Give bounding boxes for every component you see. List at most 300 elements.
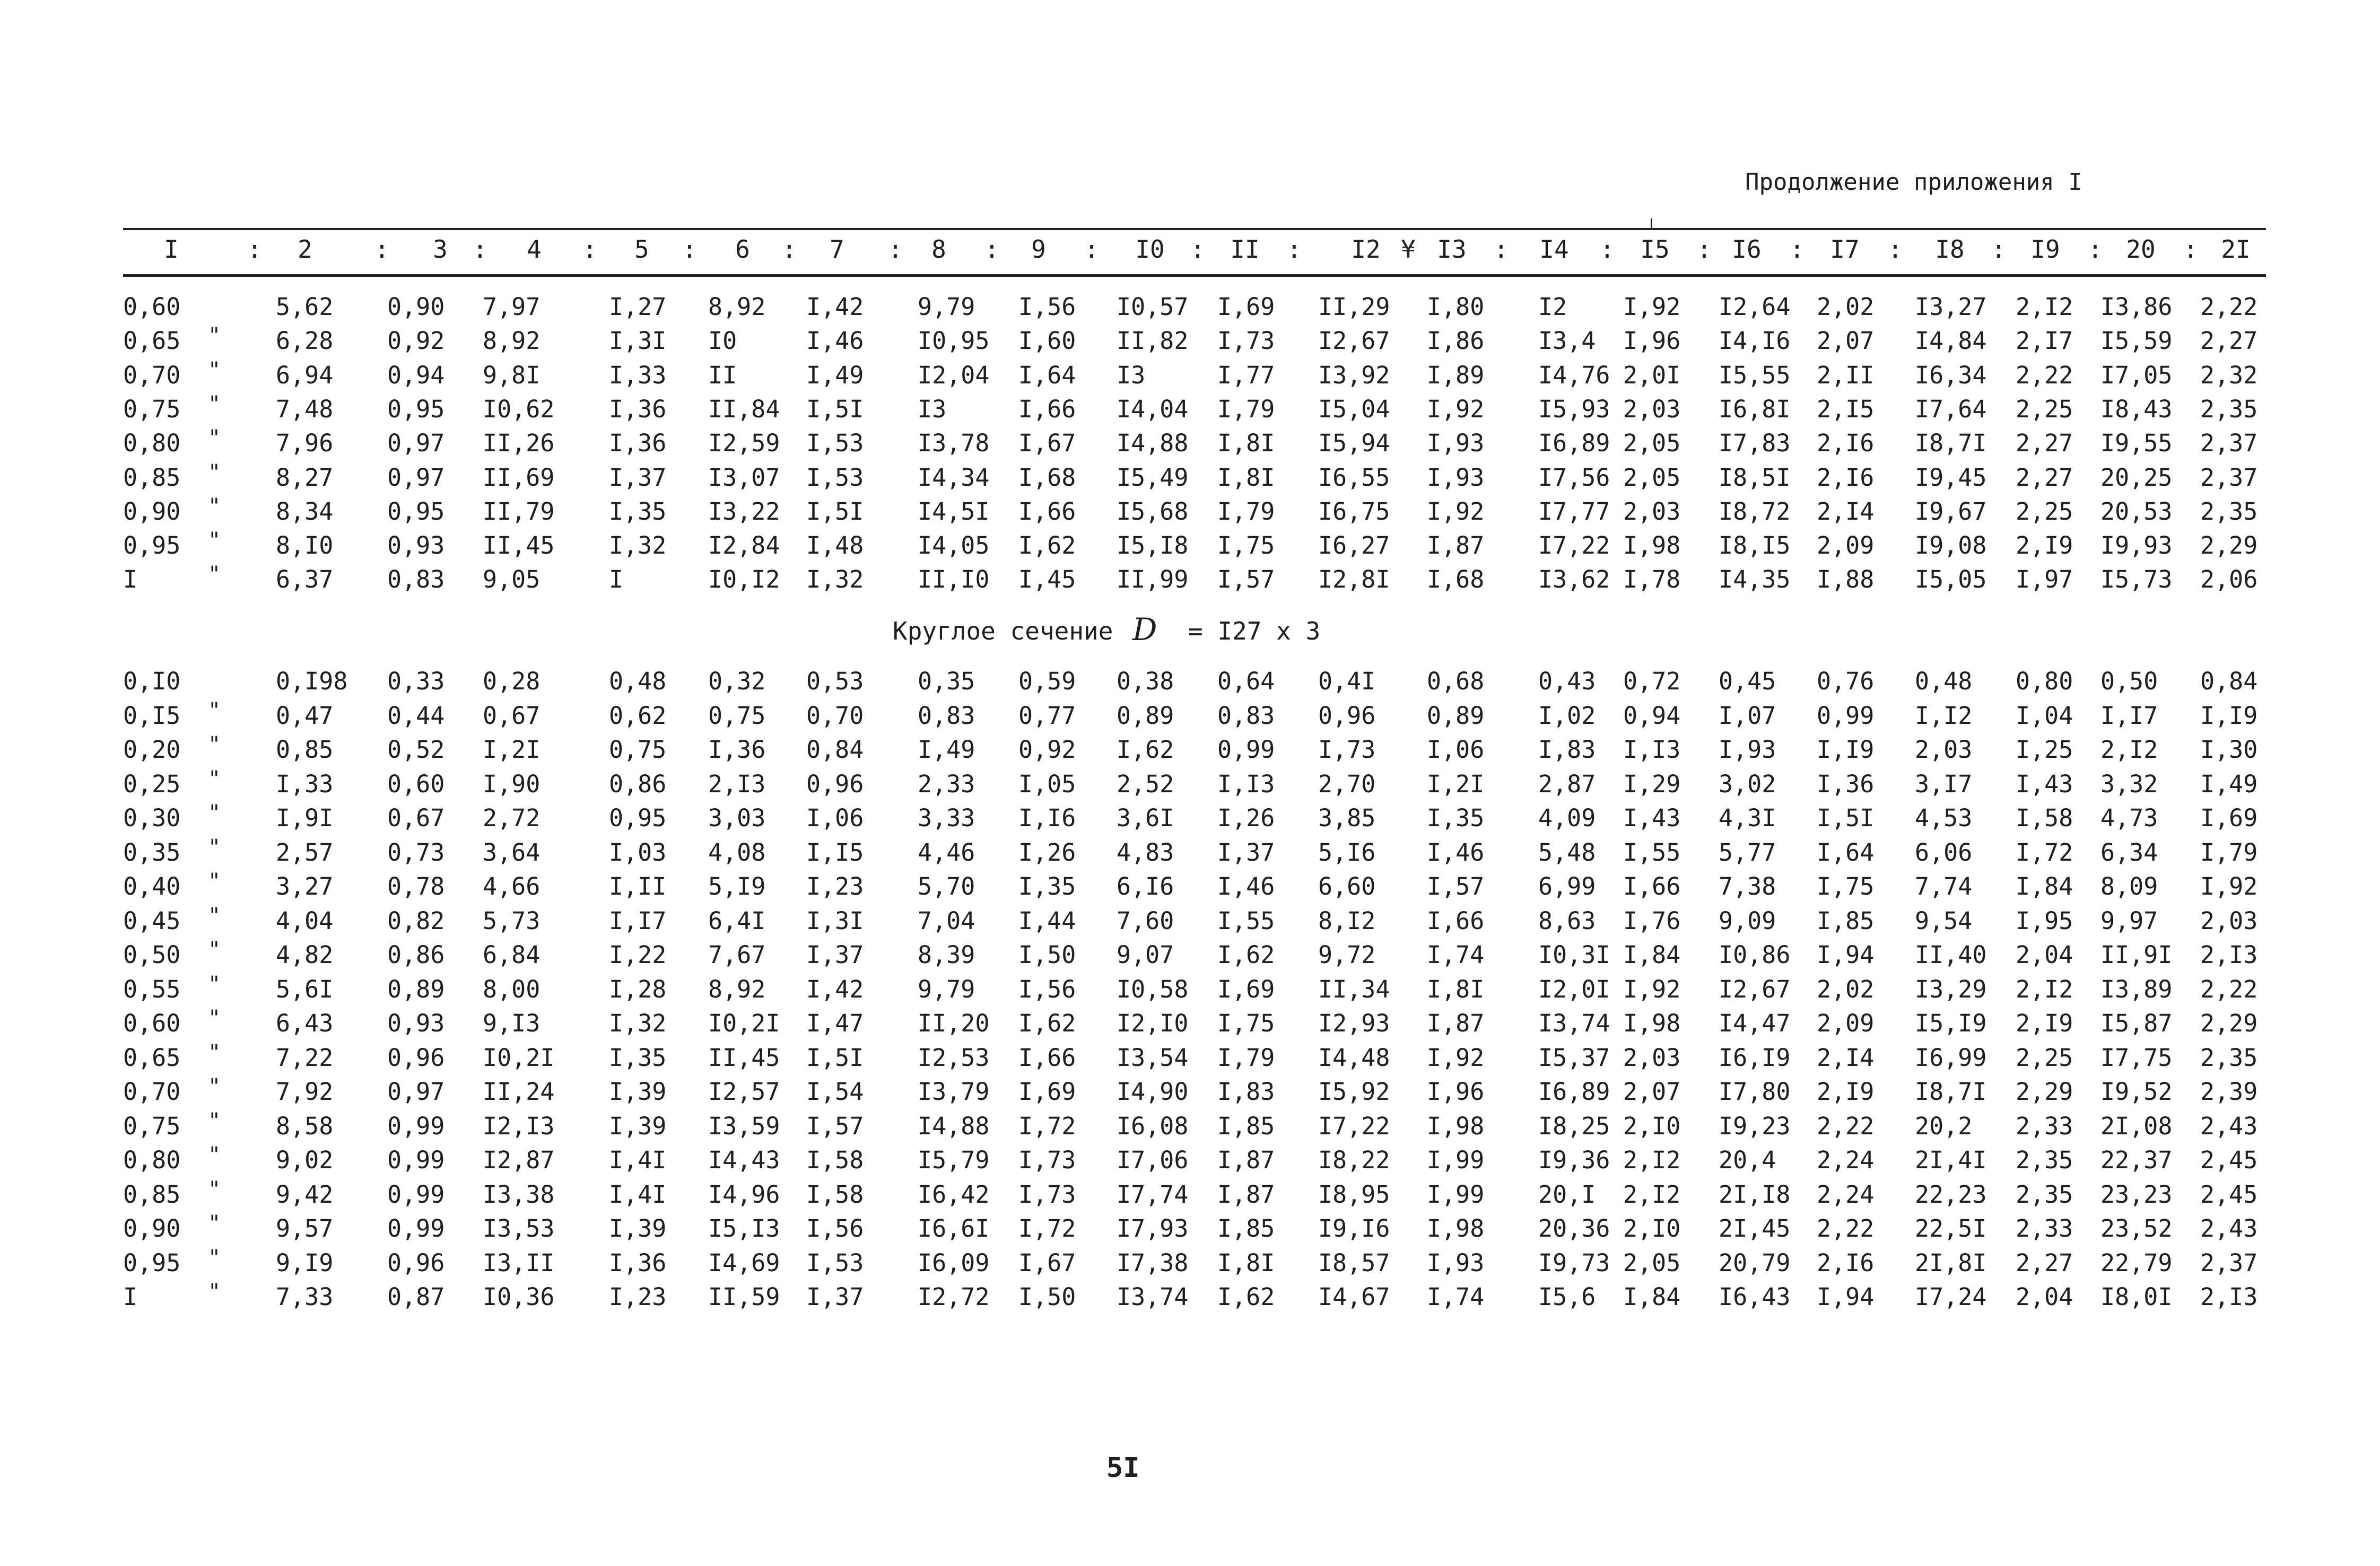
table-cell: I3,78 (918, 429, 990, 458)
table-row (0, 698, 2380, 733)
table-cell: I,93 (1427, 1248, 1485, 1277)
table-cell: 9,I3 (483, 1009, 540, 1037)
table-cell: I,2I (483, 736, 540, 764)
table-cell: 2,I0 (1623, 1214, 1681, 1243)
table-cell: 2,03 (1623, 497, 1681, 526)
table-cell: I,73 (1318, 736, 1376, 764)
table-cell: I4,84 (1915, 327, 1987, 355)
table-cell: I,22 (609, 941, 667, 969)
table-cell: 22,5I (1915, 1214, 1987, 1243)
column-separator: : (782, 235, 797, 264)
table-cell: I,43 (2016, 769, 2073, 798)
table-cell: 6,37 (276, 565, 334, 594)
table-cell: 0,75 (708, 701, 766, 730)
table-cell: I,33 (276, 769, 334, 798)
table-cell: I,36 (708, 736, 766, 764)
table-cell: 0,77 (1018, 701, 1076, 730)
table-cell: I4,04 (1117, 395, 1189, 423)
table-cell: 0,75 (123, 1112, 181, 1140)
table-cell: I7,93 (1117, 1214, 1189, 1243)
table-cell: 0,90 (387, 293, 445, 321)
table-cell: 0,99 (1217, 736, 1275, 764)
table-cell: 2,22 (2016, 361, 2073, 389)
table-cell: 8,92 (708, 293, 766, 321)
table-cell: 20,36 (1538, 1214, 1610, 1243)
table-cell: I,56 (806, 1214, 864, 1243)
table-cell: 0,48 (1915, 667, 1973, 695)
column-header-9: 9 (1031, 235, 1046, 264)
table-cell: I,94 (1817, 1283, 1875, 1311)
table-cell: 0,97 (387, 463, 445, 492)
table-cell: I,89 (1427, 361, 1485, 389)
table-cell: I,39 (609, 1214, 667, 1243)
table-cell: I6,08 (1117, 1112, 1189, 1140)
table-cell: 0,75 (123, 395, 181, 423)
table-cell: I,87 (1217, 1146, 1275, 1174)
table-cell: I9,I6 (1318, 1214, 1390, 1243)
table-cell: I,3I (609, 327, 667, 355)
table-cell: I,23 (609, 1283, 667, 1311)
table-cell: I,25 (2016, 736, 2073, 764)
table-cell: I,5I (806, 497, 864, 526)
table-cell: I,37 (806, 941, 864, 969)
table-cell: 2,33 (2016, 1112, 2073, 1140)
table-cell: 2,27 (2200, 327, 2258, 355)
table-cell: I,76 (1623, 906, 1681, 935)
table-cell: 0,96 (387, 1043, 445, 1072)
table-cell: I,35 (1427, 804, 1485, 832)
table-cell: 0,80 (123, 1146, 181, 1174)
table-cell: I,92 (1427, 497, 1485, 526)
table-cell: 3,I7 (1915, 769, 1973, 798)
table-cell: I9,52 (2100, 1078, 2173, 1106)
table-row (0, 1211, 2380, 1246)
table-cell: I,33 (609, 361, 667, 389)
table-cell: 2,87 (1538, 769, 1596, 798)
table-cell: 0,44 (387, 701, 445, 730)
table-cell: I,93 (1719, 736, 1776, 764)
table-cell: 0,60 (123, 1009, 181, 1037)
table-cell: I,8I (1217, 1248, 1275, 1277)
table-cell: I,99 (1427, 1146, 1485, 1174)
table-cell: I3,38 (483, 1180, 555, 1209)
table-cell: 0,80 (2016, 667, 2073, 695)
table-cell: I2,59 (708, 429, 780, 458)
table-cell: I,69 (2200, 804, 2258, 832)
table-cell: I2,I0 (1117, 1009, 1189, 1037)
table-cell: 20,I (1538, 1180, 1596, 1209)
table-cell: 2,45 (2200, 1146, 2258, 1174)
table-row (0, 528, 2380, 563)
column-header-5: 5 (634, 235, 649, 264)
table-cell: 2,04 (2016, 941, 2073, 969)
table-cell: I9,23 (1719, 1112, 1791, 1140)
table-cell: 22,37 (2100, 1146, 2173, 1174)
table-cell: 5,70 (918, 872, 975, 900)
table-cell: I5,73 (2100, 565, 2173, 594)
table-cell: 9,72 (1318, 941, 1376, 969)
table-cell: 2,I6 (1817, 1248, 1875, 1277)
table-cell: I5,49 (1117, 463, 1189, 492)
table-cell: 6,60 (1318, 872, 1376, 900)
table-cell: I,06 (1427, 736, 1485, 764)
table-cell: I,5I (1817, 804, 1875, 832)
table-cell: 0,64 (1217, 667, 1275, 695)
column-separator: : (1600, 235, 1615, 264)
table-cell: I,79 (1217, 497, 1275, 526)
table-cell: 2,35 (2016, 1180, 2073, 1209)
ditto-mark: " (208, 698, 221, 723)
table-cell: 0,93 (387, 531, 445, 560)
table-cell: 0,95 (387, 497, 445, 526)
table-cell: I8,0I (2100, 1283, 2173, 1311)
table-cell: I,96 (1623, 327, 1681, 355)
column-separator: : (374, 235, 389, 264)
table-cell: I4,34 (918, 463, 990, 492)
table-cell: 0,83 (1217, 701, 1275, 730)
ditto-mark: " (208, 1280, 221, 1304)
table-cell: I6,43 (1719, 1283, 1791, 1311)
table-cell: 3,03 (708, 804, 766, 832)
table-cell: 4,04 (276, 906, 334, 935)
table-cell: I3,89 (2100, 975, 2173, 1003)
table-cell: I4,48 (1318, 1043, 1390, 1072)
table-cell: 0,90 (123, 1214, 181, 1243)
table-cell: I7,83 (1719, 429, 1791, 458)
table-cell: 2,24 (1817, 1146, 1875, 1174)
section-title: Круглое сечение (893, 617, 1113, 645)
table-cell: I,44 (1018, 906, 1076, 935)
table-cell: 0,65 (123, 327, 181, 355)
table-cell: I,73 (1018, 1146, 1076, 1174)
table-cell: I4,88 (918, 1112, 990, 1140)
table-cell: II,82 (1117, 327, 1189, 355)
table-cell: I,98 (1623, 531, 1681, 560)
table-cell: 0,I0 (123, 667, 181, 695)
table-cell: 4,53 (1915, 804, 1973, 832)
table-cell: I3,74 (1538, 1009, 1610, 1037)
table-cell: I,72 (2016, 838, 2073, 867)
table-cell: 2,33 (2016, 1214, 2073, 1243)
table-cell: 0,86 (387, 941, 445, 969)
table-cell: I0,58 (1117, 975, 1189, 1003)
table-cell: I,32 (806, 565, 864, 594)
table-cell: 5,48 (1538, 838, 1596, 867)
table-cell: 0,99 (387, 1214, 445, 1243)
table-cell: 0,60 (123, 293, 181, 321)
table-cell: I,72 (1018, 1112, 1076, 1140)
table-row (0, 732, 2380, 767)
table-row (0, 1245, 2380, 1281)
column-separator: : (473, 235, 487, 264)
table-cell: I4,5I (918, 497, 990, 526)
table-cell: I5,59 (2100, 327, 2173, 355)
table-cell: 6,28 (276, 327, 334, 355)
table-cell: 0,87 (387, 1283, 445, 1311)
ditto-mark: " (208, 562, 221, 587)
table-cell: I,30 (2200, 736, 2258, 764)
table-cell: 2,57 (276, 838, 334, 867)
table-cell: 2,70 (1318, 769, 1376, 798)
table-cell: I6,89 (1538, 429, 1610, 458)
column-separator: : (1991, 235, 2006, 264)
table-cell: I8,95 (1318, 1180, 1390, 1209)
table-cell: 2,I2 (2016, 975, 2073, 1003)
column-header-8: 8 (931, 235, 946, 264)
table-cell: 0,68 (1427, 667, 1485, 695)
table-cell: I,37 (806, 1283, 864, 1311)
column-separator: : (888, 235, 903, 264)
table-cell: II,79 (483, 497, 555, 526)
table-cell: 9,02 (276, 1146, 334, 1174)
column-separator: : (1790, 235, 1804, 264)
table-cell: 2,03 (2200, 906, 2258, 935)
table-cell: 3,02 (1719, 769, 1776, 798)
column-header-16: I6 (1732, 235, 1762, 264)
table-cell: I,87 (1427, 531, 1485, 560)
table-cell: I,39 (609, 1078, 667, 1106)
table-cell: 0,95 (609, 804, 667, 832)
table-cell: I,93 (1427, 429, 1485, 458)
table-cell: I5,79 (918, 1146, 990, 1174)
table-cell: I2,8I (1318, 565, 1390, 594)
table-cell: 0,53 (806, 667, 864, 695)
table-cell: I,95 (2016, 906, 2073, 935)
table-cell: 0,93 (387, 1009, 445, 1037)
table-cell: II,29 (1318, 293, 1390, 321)
table-row (0, 1006, 2380, 1041)
table-cell: II,59 (708, 1283, 780, 1311)
table-cell: 0,82 (387, 906, 445, 935)
table-cell: I8,25 (1538, 1112, 1610, 1140)
table-cell: I,64 (1817, 838, 1875, 867)
table-cell: 0,95 (387, 395, 445, 423)
table-cell: 9,I9 (276, 1248, 334, 1277)
table-cell: 0,4I (1318, 667, 1376, 695)
table-cell: 2,05 (1623, 429, 1681, 458)
table-cell: 8,I0 (276, 531, 334, 560)
table-cell: 2,I9 (1817, 1078, 1875, 1106)
table-cell: 0,45 (123, 906, 181, 935)
table-cell: 2,29 (2200, 1009, 2258, 1037)
table-cell: II,99 (1117, 565, 1189, 594)
column-separator: : (582, 235, 597, 264)
table-cell: I,8I (1217, 463, 1275, 492)
table-cell: I7,77 (1538, 497, 1610, 526)
table-cell: 0,97 (387, 429, 445, 458)
table-cell: 2,I0 (1623, 1112, 1681, 1140)
table-cell: I3,92 (1318, 361, 1390, 389)
table-cell: I,27 (609, 293, 667, 321)
table-cell: 7,74 (1915, 872, 1973, 900)
table-cell: I,93 (1427, 463, 1485, 492)
table-cell: I,66 (1018, 1043, 1076, 1072)
table-cell: I9,55 (2100, 429, 2173, 458)
table-cell: 5,62 (276, 293, 334, 321)
table-cell: 0,67 (483, 701, 540, 730)
table-cell: 0,92 (1018, 736, 1076, 764)
table-cell: I5,I9 (1915, 1009, 1987, 1037)
table-cell: I,78 (1623, 565, 1681, 594)
table-cell: 0,I98 (276, 667, 348, 695)
table-cell: 0,47 (276, 701, 334, 730)
table-cell: I0,95 (918, 327, 990, 355)
table-cell: I7,64 (1915, 395, 1987, 423)
table-cell: I,88 (1817, 565, 1875, 594)
table-cell: 2,09 (1817, 1009, 1875, 1037)
ditto-mark: " (208, 972, 221, 996)
table-cell: 0,85 (123, 1180, 181, 1209)
table-cell: 5,6I (276, 975, 334, 1003)
table-cell: I3,4 (1538, 327, 1596, 355)
table-cell: I6,09 (918, 1248, 990, 1277)
table-cell: 2,22 (2200, 293, 2258, 321)
table-cell: 3,85 (1318, 804, 1376, 832)
table-cell: I0,36 (483, 1283, 555, 1311)
table-cell: 9,54 (1915, 906, 1973, 935)
table-cell: I0 (708, 327, 737, 355)
table-cell: 8,00 (483, 975, 540, 1003)
table-cell: 0,99 (387, 1146, 445, 1174)
table-cell: I9,08 (1915, 531, 1987, 560)
table-cell: I2,67 (1719, 975, 1791, 1003)
table-cell: II,24 (483, 1078, 555, 1106)
table-cell: I,50 (1018, 941, 1076, 969)
table-cell: I,32 (609, 531, 667, 560)
table-cell: 2,I3 (708, 769, 766, 798)
table-row (0, 903, 2380, 939)
table-cell: I,II (609, 872, 667, 900)
table-cell: 2,I3 (2200, 941, 2258, 969)
ditto-mark: " (208, 1245, 221, 1270)
table-cell: I2,64 (1719, 293, 1791, 321)
table-cell: I (123, 1283, 138, 1311)
table-cell: I5,I3 (708, 1214, 780, 1243)
table-row (0, 938, 2380, 973)
table-cell: I,84 (1623, 941, 1681, 969)
table-cell: I8,43 (2100, 395, 2173, 423)
table-cell: I3,53 (483, 1214, 555, 1243)
table-cell: 0,95 (123, 1248, 181, 1277)
table-cell: I,8I (1217, 429, 1275, 458)
table-cell: I,85 (1817, 906, 1875, 935)
table-cell: I8,72 (1719, 497, 1791, 526)
table-cell: 7,97 (483, 293, 540, 321)
table-cell: 2,37 (2200, 1248, 2258, 1277)
table-cell: 0,33 (387, 667, 445, 695)
table-cell: I,68 (1427, 565, 1485, 594)
table-cell: I,I3 (1623, 736, 1681, 764)
table-cell: 2,04 (2016, 1283, 2073, 1311)
table-cell: 0,43 (1538, 667, 1596, 695)
table-cell: II,84 (708, 395, 780, 423)
table-cell: I2,67 (1318, 327, 1390, 355)
table-cell: I,86 (1427, 327, 1485, 355)
table-cell: 2,22 (1817, 1214, 1875, 1243)
table-cell: I3,II (483, 1248, 555, 1277)
table-row (0, 426, 2380, 461)
table-cell: II,26 (483, 429, 555, 458)
table-cell: 2,I2 (2016, 293, 2073, 321)
ditto-mark: " (208, 938, 221, 962)
table-cell: I,77 (1217, 361, 1275, 389)
table-cell: I0,86 (1719, 941, 1791, 969)
table-cell: 4,66 (483, 872, 540, 900)
table-cell: I2,72 (918, 1283, 990, 1311)
table-cell: I,49 (918, 736, 975, 764)
table-cell: I,66 (1018, 497, 1076, 526)
table-cell: 0,97 (387, 1078, 445, 1106)
table-cell: I,92 (1623, 975, 1681, 1003)
table-cell: 2I,8I (1915, 1248, 1987, 1277)
column-header-12: I2 (1351, 235, 1381, 264)
table-cell: 2,02 (1817, 975, 1875, 1003)
table-cell: I,64 (1018, 361, 1076, 389)
table-cell: I,23 (806, 872, 864, 900)
table-cell: 0,35 (918, 667, 975, 695)
table-cell: 7,92 (276, 1078, 334, 1106)
table-cell: I,49 (806, 361, 864, 389)
table-cell: I8,7I (1915, 429, 1987, 458)
table-cell: I,75 (1217, 531, 1275, 560)
table-cell: I2,84 (708, 531, 780, 560)
table-cell: I,46 (806, 327, 864, 355)
table-cell: I,I7 (609, 906, 667, 935)
table-cell: 2,25 (2016, 497, 2073, 526)
table-cell: 2I,45 (1719, 1214, 1791, 1243)
table-row (0, 1280, 2380, 1315)
page-number: 5I (1106, 1452, 1140, 1484)
table-cell: 2,35 (2200, 497, 2258, 526)
table-cell: 2,05 (1623, 463, 1681, 492)
table-cell: 3,33 (918, 804, 975, 832)
table-cell: 9,79 (918, 975, 975, 1003)
table-cell: 0,40 (123, 872, 181, 900)
table-cell: I,58 (2016, 804, 2073, 832)
table-cell: 7,60 (1117, 906, 1174, 935)
table-cell: I9,67 (1915, 497, 1987, 526)
table-cell: 0,75 (609, 736, 667, 764)
table-cell: I4,76 (1538, 361, 1610, 389)
table-cell: 2,03 (1623, 395, 1681, 423)
table-cell: I5,87 (2100, 1009, 2173, 1037)
ditto-mark: " (208, 732, 221, 757)
table-cell: 22,23 (1915, 1180, 1987, 1209)
table-cell: 0,59 (1018, 667, 1076, 695)
ditto-mark: " (208, 766, 221, 791)
table-cell: I,5I (806, 395, 864, 423)
table-cell: 2,35 (2016, 1146, 2073, 1174)
ditto-mark: " (208, 1143, 221, 1167)
table-cell: I,05 (1018, 769, 1076, 798)
table-row (0, 323, 2380, 358)
table-cell: I,75 (1817, 872, 1875, 900)
table-cell: I7,06 (1117, 1146, 1189, 1174)
table-cell: I7,22 (1538, 531, 1610, 560)
table-cell: 5,77 (1719, 838, 1776, 867)
table-cell: I,02 (1538, 701, 1596, 730)
table-cell: I,06 (806, 804, 864, 832)
table-cell: I6,42 (918, 1180, 990, 1209)
table-cell: I5,93 (1538, 395, 1610, 423)
column-header-1: I (164, 235, 179, 264)
table-cell: 2,24 (1817, 1180, 1875, 1209)
table-cell: II (708, 361, 737, 389)
table-cell: I,47 (806, 1009, 864, 1037)
table-cell: I,I6 (1018, 804, 1076, 832)
table-cell: I,62 (1217, 1283, 1275, 1311)
table-cell: I,37 (1217, 838, 1275, 867)
